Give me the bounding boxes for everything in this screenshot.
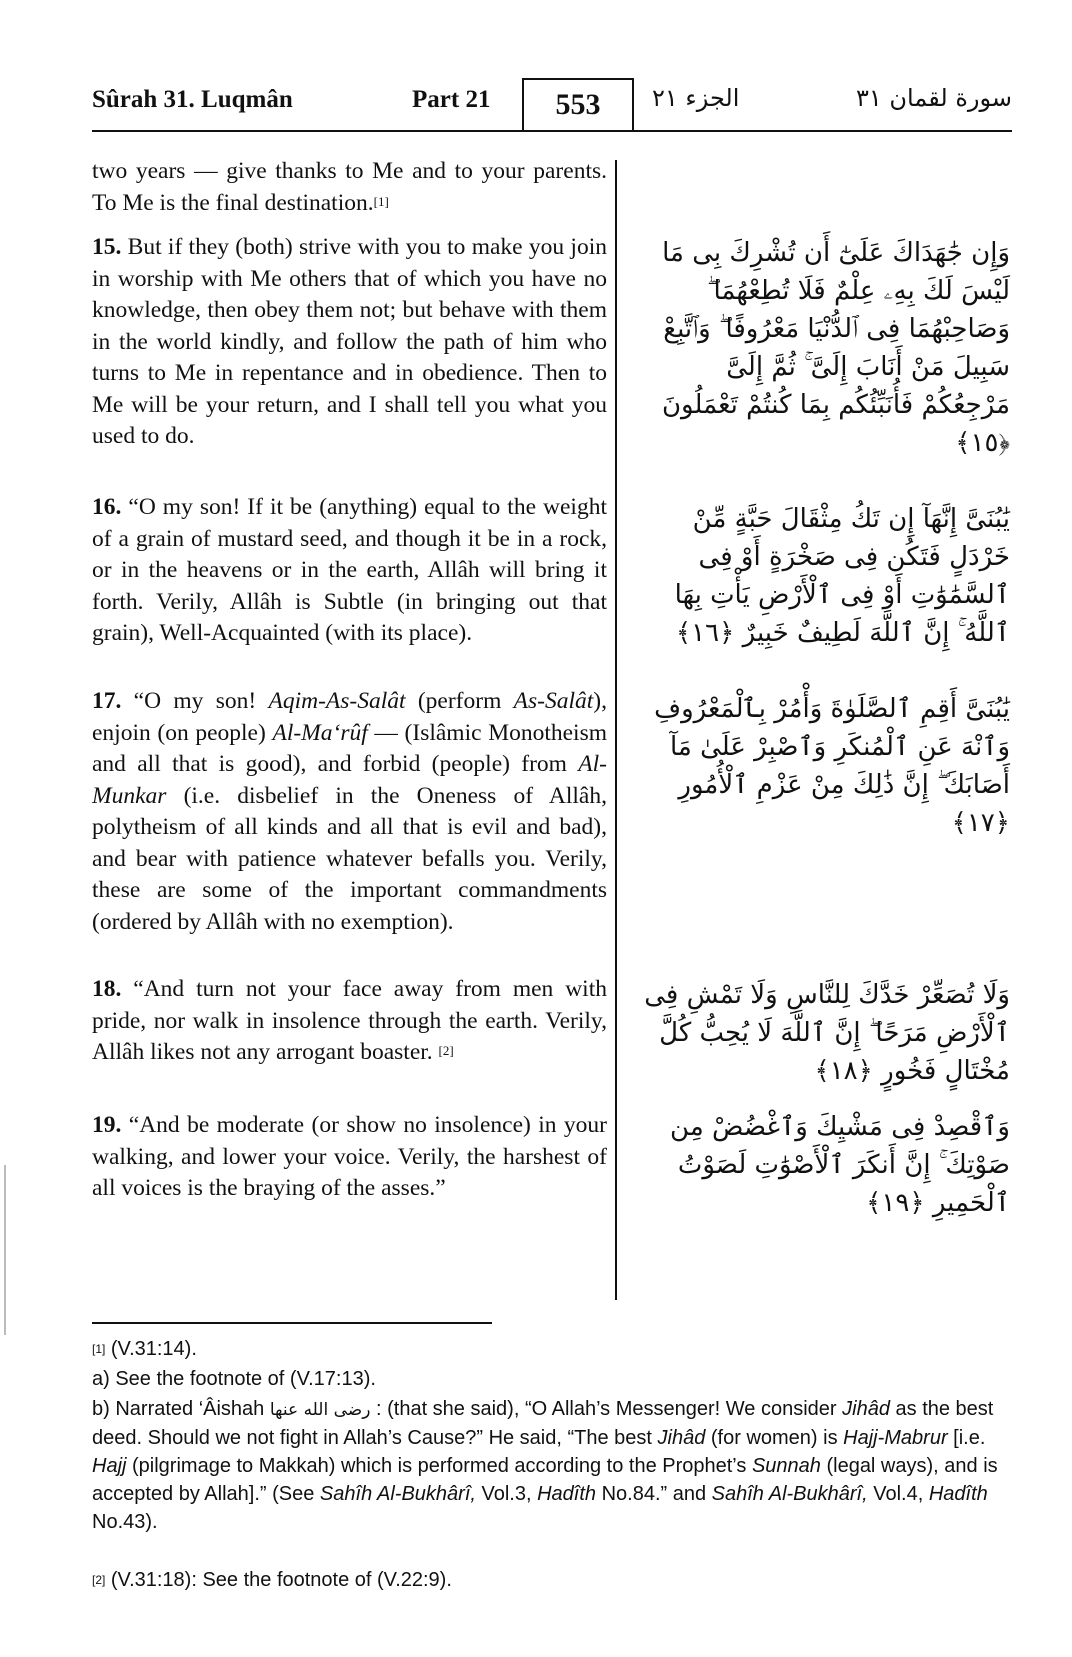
footnote-text: No.43). — [92, 1511, 158, 1533]
verse-number: 15. — [92, 234, 122, 260]
footnote-b — [92, 1395, 1012, 1536]
scan-edge-mark — [4, 1165, 6, 1335]
verse-18 — [92, 974, 607, 1069]
footnote-text: Vol.4, — [867, 1483, 929, 1505]
term: Jihâd — [842, 1398, 890, 1420]
verse-17-arabic: يَٰبُنَىَّ أَقِمِ ٱلصَّلَوٰةَ وَأْمُرْ بِٱلْمَعْرُوفِ وَٱنْهَ عَنِ ٱلْمُنكَرِ وَٱصْبِرْ عَلَىٰ مَآ أَصَابَكَ ۖ إِنَّ ذَٰلِكَ مِنْ عَزْمِ ٱلْأُمُورِ ﴿١٧﴾ — [654, 694, 1010, 838]
footnote-arabic: رضى الله عنها — [269, 1400, 371, 1420]
column-divider — [615, 160, 617, 1300]
term: Al-Ma‘rûf — [272, 719, 368, 746]
verse-17 — [92, 686, 607, 938]
verse-15 — [92, 232, 607, 453]
verse-text: (i.e. disbelief in the Oneness of Allâh, polytheism of all kinds and all that is evil and bad), and bear with patience whatever befalls you. Verily, these are some of the important commandments (ordered by Allâh with no exemption). — [92, 782, 607, 935]
header-rule — [92, 130, 1012, 132]
verse-14-continuation — [92, 156, 607, 219]
verse-16 — [92, 492, 607, 650]
footnote-marker: [2] — [92, 1573, 106, 1587]
term: Hadîth — [537, 1483, 597, 1505]
verse-text: ), enjoin (on people) — [92, 688, 607, 746]
term: Sahîh Al-Bukhârî, — [319, 1483, 476, 1505]
term: Aqim-As-Salât — [268, 688, 406, 714]
verse-19 — [92, 1110, 607, 1205]
verse-text: “O my son! — [121, 688, 269, 714]
verse-18-arabic: وَلَا تُصَعِّرْ خَدَّكَ لِلنَّاسِ وَلَا تَمْشِ فِى ٱلْأَرْضِ مَرَحًا ۖ إِنَّ ٱللَّهَ لَا يُحِبُّ كُلَّ مُخْتَالٍ فَخُورٍ ﴿١٨﴾ — [644, 980, 1010, 1086]
surah-title: Sûrah 31. Luqmân — [92, 86, 293, 113]
footnote-rule — [92, 1322, 492, 1324]
footnote-marker: [1] — [92, 1342, 106, 1356]
verse-text: “And be moderate (or show no insolence) in your walking, and lower your voice. Verily, the harshest of all voices is the braying of the asses.” — [92, 1112, 607, 1201]
verse-15-arabic: وَإِن جَٰهَدَاكَ عَلَىٰٓ أَن تُشْرِكَ بِى مَا لَيْسَ لَكَ بِهِۦ عِلْمٌ فَلَا تُطِعْهُمَا ۖ وَصَاحِبْهُمَا فِى ٱلدُّنْيَا مَعْرُوفًا ۖ وَٱتَّبِعْ سَبِيلَ مَنْ أَنَابَ إِلَىَّ ۚ ثُمَّ إِلَىَّ مَرْجِعُكُمْ فَأُنَبِّئُكُم بِمَا كُنتُمْ تَعْمَلُونَ ﴿١٥﴾ — [661, 238, 1010, 458]
verse-number: 16. — [92, 494, 122, 520]
verse-text: two years — give thanks to Me and to your parents. To Me is the final destination. — [92, 158, 607, 216]
footnote-text: (V.31:14). — [105, 1338, 197, 1360]
term: As-Salât — [513, 688, 594, 714]
verse-number: 17. — [92, 688, 122, 714]
verse-16-arabic: يَٰبُنَىَّ إِنَّهَآ إِن تَكُ مِثْقَالَ حَبَّةٍ مِّنْ خَرْدَلٍ فَتَكُن فِى صَخْرَةٍ أَوْ فِى ٱلسَّمَٰوَٰتِ أَوْ فِى ٱلْأَرْضِ يَأْتِ بِهَا ٱللَّهُ ۚ إِنَّ ٱللَّهَ لَطِيفٌ خَبِيرٌ ﴿١٦﴾ — [674, 504, 1010, 648]
term: Al-Munkar — [92, 751, 607, 809]
verse-text: “O my son! If it be (anything) equal to the weight of a grain of mustard seed, and though it be in a rock, or in the heavens or in the earth, Allâh will bring it forth. Verily, Allâh is Subtle (in bringing out that grain), Well-Acquainted (with its place). — [92, 494, 607, 646]
footnote-text: (pilgrimage to Makkah) which is performed according to the Prophet’s — [126, 1455, 752, 1477]
footnote-a: a) See the footnote of (V.17:13). — [92, 1368, 376, 1390]
footnote-text: : (that she said), “O Allah’s Messenger! We consider — [370, 1398, 843, 1420]
footnote-text: as the best deed. Should we not fight in Allah’s Cause?” He said, “The best — [92, 1398, 994, 1449]
footnote-text: No.84.” and — [596, 1483, 712, 1505]
term: Sunnah — [751, 1455, 821, 1477]
term: Hajj-Mabrur — [843, 1427, 948, 1449]
term: Jihâd — [657, 1427, 706, 1449]
footnote-text: (legal ways), and is accepted by Allah].” (See — [92, 1455, 998, 1505]
verse-text: — (Islâmic Monotheism and all that is good), and forbid (people) from — [92, 719, 607, 777]
term: Hajj — [92, 1455, 127, 1477]
verse-number: 19. — [92, 1112, 122, 1138]
term: Hadîth — [928, 1483, 988, 1505]
part-arabic: الجزء ٢١ — [652, 84, 740, 112]
verse-text: (perform — [405, 688, 514, 714]
footnote-text: b) Narrated ‘Âishah — [92, 1398, 270, 1420]
page-number: 553 — [522, 78, 634, 130]
footnote-text: [i.e. — [947, 1427, 986, 1449]
verse-text: But if they (both) strive with you to make you join in worship with Me others that of which you have no knowledge, then obey them not; but behave with them in the world kindly, and follow the path of him who turns to Me in repentance and in obedience. Then to Me will be your return, and I shall tell you what you used to do. — [92, 234, 607, 449]
footnote-ref-2: [2] — [438, 1043, 454, 1058]
page-header — [92, 78, 1012, 130]
verse-text: “And turn not your face away from men with pride, nor walk in insolence through the earth. Verily, Allâh likes not any arrogant boaster. — [92, 976, 607, 1065]
footnote-2 — [92, 1566, 1012, 1594]
surah-arabic: سورة لقمان ٣١ — [856, 84, 1012, 112]
footnote-ref-1: [1] — [373, 193, 389, 209]
part-label: Part 21 — [412, 86, 491, 113]
footnote-text: (for women) is — [705, 1427, 844, 1449]
footnote-1 — [92, 1335, 1012, 1363]
footnote-text: (V.31:18): See the footnote of (V.22:9). — [105, 1569, 452, 1591]
footnote-text: Vol.3, — [475, 1483, 538, 1505]
verse-19-arabic: وَٱقْصِدْ فِى مَشْيِكَ وَٱغْضُضْ مِن صَوْتِكَ ۚ إِنَّ أَنكَرَ ٱلْأَصْوَٰتِ لَصَوْتُ ٱلْحَمِيرِ ﴿١٩﴾ — [670, 1112, 1010, 1218]
term: Sahîh Al-Bukhârî, — [711, 1483, 868, 1505]
verse-number: 18. — [92, 976, 122, 1002]
